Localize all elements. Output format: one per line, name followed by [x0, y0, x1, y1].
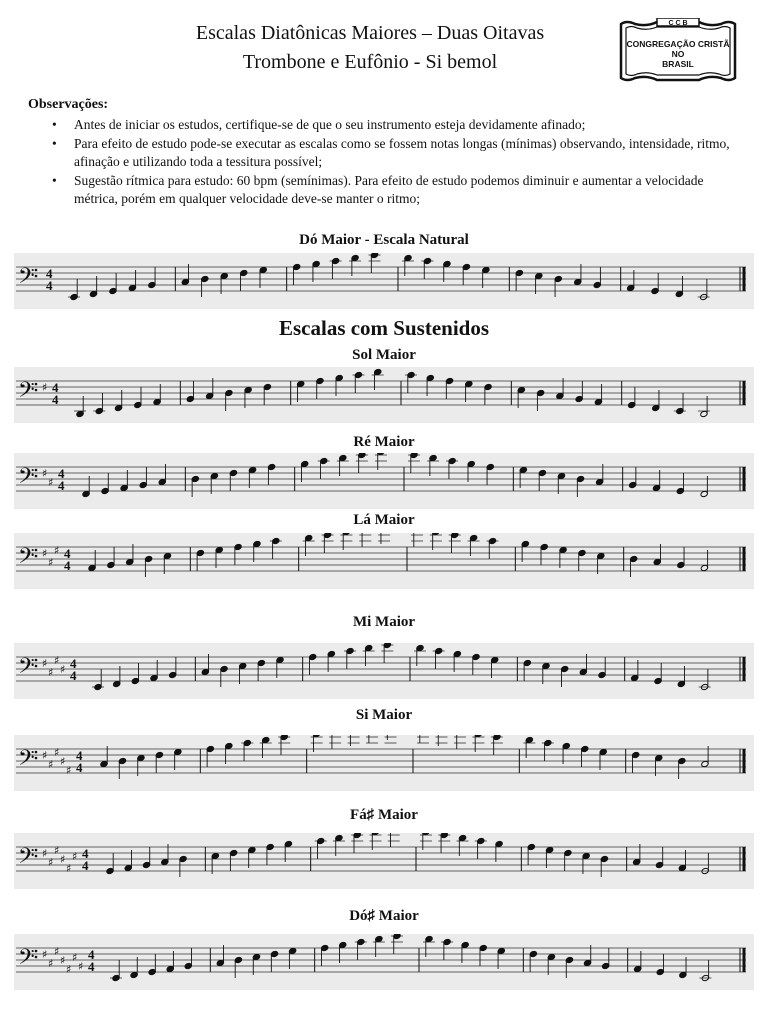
- time-signature-bottom: 4: [70, 668, 77, 683]
- sharp-icon: ♯: [42, 948, 48, 961]
- sharp-icon: ♯: [78, 960, 84, 973]
- sharp-icon: ♯: [54, 746, 60, 759]
- time-signature-bottom: 4: [52, 392, 59, 407]
- staff-svg: [14, 934, 754, 990]
- staff-svg: [14, 533, 754, 589]
- clef-dot: [35, 855, 38, 858]
- bass-clef-icon: 𝄢: [18, 544, 35, 574]
- clef-dot: [35, 469, 38, 472]
- sharp-icon: ♯: [48, 666, 54, 679]
- scale-title-mi: Mi Maior: [352, 614, 416, 630]
- bass-clef-icon: 𝄢: [18, 945, 35, 975]
- sharp-icon: ♯: [54, 945, 60, 958]
- scale-title-la: Lá Maior: [353, 512, 415, 528]
- staff-svg: [14, 735, 754, 791]
- time-signature-bottom: 4: [64, 558, 71, 573]
- time-signature-top: 4: [46, 266, 53, 281]
- sharp-icon: ♯: [66, 862, 72, 875]
- clef-dot: [35, 659, 38, 662]
- bullet-icon: •: [52, 135, 57, 151]
- clef-dot: [35, 665, 38, 668]
- time-signature-top: 4: [64, 546, 71, 561]
- bass-clef-icon: 𝄢: [18, 746, 35, 776]
- observations-list: [52, 116, 742, 209]
- clef-dot: [35, 275, 38, 278]
- clef-dot: [35, 383, 38, 386]
- bullet-icon: •: [52, 172, 57, 188]
- staff-background: [14, 833, 754, 889]
- clef-dot: [35, 555, 38, 558]
- svg-text:C C B: C C B: [668, 20, 688, 27]
- sharp-icon: ♯: [60, 853, 66, 866]
- logo-line-1: CONGREGAÇÃO CRISTÃ: [626, 39, 730, 49]
- time-signature-top: 4: [88, 947, 95, 962]
- sharp-icon: ♯: [72, 951, 78, 964]
- page-subtitle: Trombone e Eufônio - Si bemol: [242, 51, 498, 73]
- staff-fa-sustenido-maior: [14, 833, 754, 889]
- staff-do-sustenido-maior: [14, 934, 754, 990]
- bass-clef-icon: 𝄢: [18, 464, 35, 494]
- sharp-icon: ♯: [48, 856, 54, 869]
- sharp-icon: ♯: [42, 467, 48, 480]
- sharp-icon: ♯: [48, 758, 54, 771]
- time-signature-bottom: 4: [88, 959, 95, 974]
- time-signature-top: 4: [76, 748, 83, 763]
- sharp-icon: ♯: [48, 556, 54, 569]
- sharp-icon: ♯: [66, 764, 72, 777]
- staff-background: [14, 934, 754, 990]
- sharp-icon: ♯: [42, 657, 48, 670]
- clef-dot: [35, 849, 38, 852]
- clef-dot: [35, 269, 38, 272]
- clef-dot: [35, 475, 38, 478]
- time-signature-top: 4: [82, 846, 89, 861]
- staff-svg: [14, 643, 754, 699]
- clef-dot: [35, 751, 38, 754]
- sharp-icon: ♯: [54, 654, 60, 667]
- sharp-icon: ♯: [60, 954, 66, 967]
- time-signature-top: 4: [52, 380, 59, 395]
- ccb-logo: [617, 18, 739, 84]
- sharp-icon: ♯: [60, 755, 66, 768]
- scale-title-do-sustenido: Dó♯ Maior: [349, 908, 419, 924]
- clef-dot: [35, 950, 38, 953]
- bass-clef-icon: 𝄢: [18, 378, 35, 408]
- time-signature-bottom: 4: [82, 858, 89, 873]
- clef-dot: [35, 389, 38, 392]
- staff-sol-maior: [14, 367, 754, 423]
- staff-svg: [14, 253, 754, 309]
- time-signature-bottom: 4: [76, 760, 83, 775]
- observation-item: • Sugestão rítmica para estudo: 60 bpm (semínimas). Para efeito de estudo podemos diminuir e aumentar a velocidade métrica, porém em qualquer velocidade deve-se manter o ritmo;: [52, 172, 704, 206]
- scale-title-si: Si Maior: [355, 707, 413, 723]
- scale-title-sol: Sol Maior: [352, 347, 416, 363]
- staff-svg: [14, 367, 754, 423]
- sharp-icon: ♯: [42, 749, 48, 762]
- sharp-icon: ♯: [54, 544, 60, 557]
- clef-dot: [35, 956, 38, 959]
- staff-background: [14, 533, 754, 589]
- staff-svg: [14, 453, 754, 509]
- clef-dot: [35, 549, 38, 552]
- section-title-sharps: Escalas com Sustenidos: [278, 316, 490, 340]
- time-signature-top: 4: [70, 656, 77, 671]
- staff-la-maior: [14, 533, 754, 589]
- sharp-icon: ♯: [72, 850, 78, 863]
- staff-mi-maior: [14, 643, 754, 699]
- bass-clef-icon: 𝄢: [18, 264, 35, 294]
- sharp-icon: ♯: [48, 476, 54, 489]
- logo-line-3: BRASIL: [662, 59, 694, 69]
- scale-title-fa-sustenido: Fá♯ Maior: [350, 807, 418, 823]
- bass-clef-icon: 𝄢: [18, 654, 35, 684]
- observation-item: • Para efeito de estudo pode-se executar as escalas como se fossem notas longas (mínimas) observando, intensidade, ritmo, afinação e utilizando toda a tessitura possível;: [52, 135, 730, 169]
- observations-heading: Observações:: [28, 97, 109, 112]
- observation-item: • Antes de iniciar os estudos, certifique-se de que o seu instrumento esteja devidamente afinado;: [52, 116, 742, 135]
- sharp-icon: ♯: [66, 963, 72, 976]
- clef-dot: [35, 757, 38, 760]
- scale-title-natural: Dó Maior - Escala Natural: [299, 232, 469, 248]
- sharp-icon: ♯: [42, 547, 48, 560]
- sharp-icon: ♯: [42, 847, 48, 860]
- bass-clef-icon: 𝄢: [18, 844, 35, 874]
- time-signature-bottom: 4: [58, 478, 65, 493]
- page-header: [0, 0, 768, 90]
- scale-title-re: Ré Maior: [353, 434, 415, 450]
- staff-si-maior: [14, 735, 754, 791]
- time-signature-bottom: 4: [46, 278, 53, 293]
- logo-line-2: NO: [671, 49, 685, 59]
- staff-background: [14, 367, 754, 423]
- sharp-icon: ♯: [54, 844, 60, 857]
- bullet-icon: •: [52, 117, 57, 132]
- sharp-icon: ♯: [42, 381, 48, 394]
- staff-re-maior: [14, 453, 754, 509]
- staff-do-maior: [14, 253, 754, 309]
- time-signature-top: 4: [58, 466, 65, 481]
- sharp-icon: ♯: [60, 663, 66, 676]
- page-title: Escalas Diatônicas Maiores – Duas Oitavas: [195, 22, 545, 44]
- sharp-icon: ♯: [48, 957, 54, 970]
- staff-svg: [14, 833, 754, 889]
- staff-background: [14, 253, 754, 309]
